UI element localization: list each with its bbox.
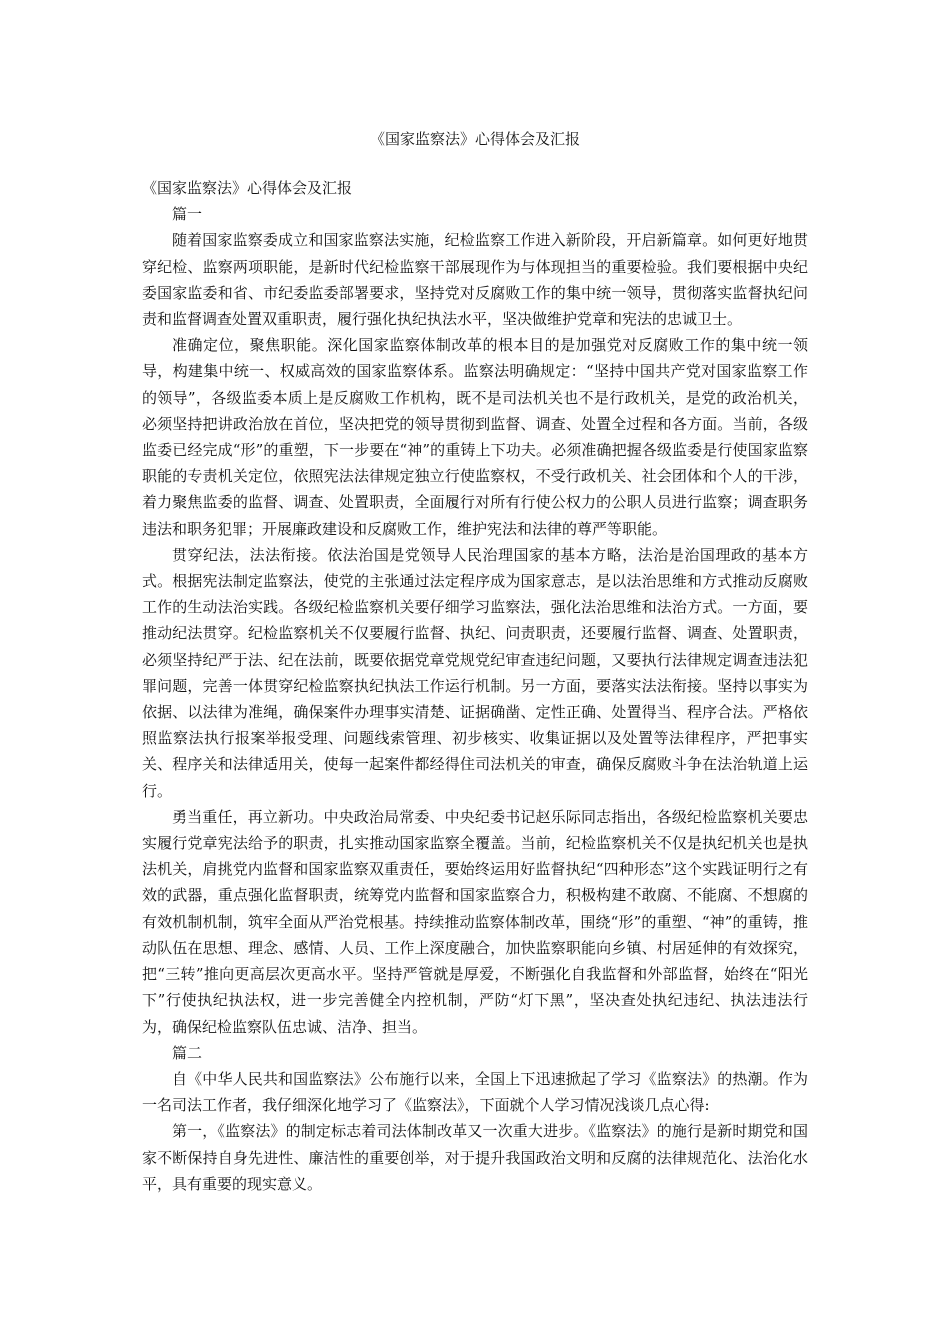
section-label-1: 篇一 — [172, 205, 203, 224]
paragraph: 贯穿纪法，法法衔接。依法治国是党领导人民治理国家的基本方略，法治是治国理政的基本方式。根据宪法制定监察法，使党的主张通过法定程序成为国家意志，是以法治思维和方式推动反腐败工作的生动法治实践。各级纪检监察机关要仔细学习监察法，强化法治思维和法治方式。一方面，要推动纪法贯穿。纪检监察机关不仅要履行监督、执纪、问责职责，还要履行监督、调查、处置职责，必须坚持纪严于法、纪在法前，既要依据党章党规党纪审查违纪问题，又要执行法律规定调查违法犯罪问题，完善一体贯穿纪检监察执纪执法工作运行机制。另一方面，要落实法法衔接。坚持以事实为依据、以法律为准绳，确保案件办理事实清楚、证据确凿、定性正确、处置得当、程序合法。严格依照监察法执行报案举报受理、问题线索管理、初步核实、收集证据以及处置等法律程序，严把事实关、程序关和法律适用关，使每一起案件都经得住司法机关的审查，确保反腐败斗争在法治轨道上运行。 — [142, 545, 808, 800]
paragraph: 随着国家监察委成立和国家监察法实施，纪检监察工作进入新阶段，开启新篇章。如何更好地贯穿纪检、监察两项职能，是新时代纪检监察干部展现作为与体现担当的重要检验。我们要根据中央纪委国家监委和省、市纪委监委部署要求，坚持党对反腐败工作的集中统一领导，贯彻落实监督执纪问责和监督调查处置双重职责，履行强化执纪执法水平，坚决做维护党章和宪法的忠诚卫士。 — [142, 231, 808, 329]
document-subtitle: 《国家监察法》心得体会及汇报 — [142, 179, 353, 197]
document-body — [142, 175, 808, 1197]
paragraph: 第一，《监察法》的制定标志着司法体制改革又一次重大进步。《监察法》的施行是新时期党和国家不断保持自身先进性、廉洁性的重要创举，对于提升我国政治文明和反腐的法律规范化、法治化水平，具有重要的现实意义。 — [142, 1122, 808, 1193]
paragraph: 自《中华人民共和国监察法》公布施行以来，全国上下迅速掀起了学习《监察法》的热潮。作为一名司法工作者，我仔细深化地学习了《监察法》，下面就个人学习情况浅谈几点心得: — [142, 1069, 808, 1115]
document-title: 《国家监察法》心得体会及汇报 — [369, 130, 580, 148]
paragraph: 准确定位，聚焦职能。深化国家监察体制改革的根本目的是加强党对反腐败工作的集中统一领导，构建集中统一、权威高效的国家监察体系。监察法明确规定：“坚持中国共产党对国家监察工作的领导”，各级监委本质上是反腐败工作机构，既不是司法机关也不是行政机关，是党的政治机关，必须坚持把讲政治放在首位，坚决把党的领导贯彻到监督、调查、处置全过程和各方面。当前，各级监委已经完成“形”的重塑，下一步要在“神”的重铸上下功夫。必须准确把握各级监委是行使国家监察职能的专责机关定位，依照宪法法律规定独立行使监察权，不受行政机关、社会团体和个人的干涉，着力聚焦监委的监督、调查、处置职责，全面履行对所有行使公权力的公职人员进行监察；调查职务违法和职务犯罪；开展廉政建设和反腐败工作，维护宪法和法律的尊严等职能。 — [142, 336, 808, 538]
section-label-2: 篇二 — [172, 1043, 203, 1062]
paragraph: 勇当重任，再立新功。中央政治局常委、中央纪委书记赵乐际同志指出，各级纪检监察机关要忠实履行党章宪法给予的职责，扎实推动国家监察全覆盖。当前，纪检监察机关不仅是执纪机关也是执法机关，肩挑党内监督和国家监察双重责任，要始终运用好监督执纪“四种形态”这个实践证明行之有效的武器，重点强化监督职责，统筹党内监督和国家监察合力，积极构建不敢腐、不能腐、不想腐的有效机制机制，筑牢全面从严治党根基。持续推动监察体制改革，围绕“形”的重塑、“神”的重铸，推动队伍在思想、理念、感情、人员、工作上深度融合，加快监察职能向乡镇、村居延伸的有效探究，把“三转”推向更高层次更高水平。坚持严管就是厚爱，不断强化自我监督和外部监督，始终在“阳光下”行使执纪执法权，进一步完善健全内控机制，严防“灯下黑”，坚决查处执纪违纪、执法违法行为，确保纪检监察队伍忠诚、洁净、担当。 — [142, 807, 808, 1036]
